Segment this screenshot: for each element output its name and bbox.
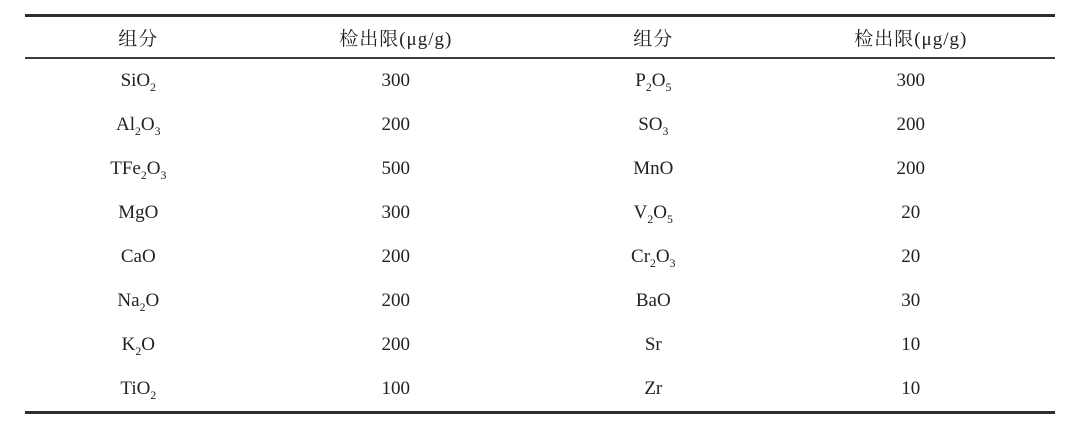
detection-limit-cell: 500: [381, 158, 411, 179]
component-cell: $P_2O_5$: [635, 70, 672, 94]
detection-limit-cell: 10: [901, 334, 921, 355]
detection-limit-cell: 200: [381, 114, 411, 135]
component-cell: MgO: [118, 202, 159, 223]
component-cell: $TFe_2O_3$: [110, 158, 167, 182]
header-component-right: 组分: [633, 28, 674, 50]
component-cell: $V_2O_5$: [633, 202, 673, 226]
component-cell: CaO: [120, 246, 156, 267]
table-row: [25, 279, 1055, 323]
component-cell: MnO: [633, 158, 674, 179]
table-head: [25, 16, 1055, 59]
table-row: [25, 191, 1055, 235]
component-cell: TiO$_2$: [120, 378, 157, 402]
detection-limit-cell: 300: [381, 202, 411, 223]
table-body: [25, 58, 1055, 413]
header-component-left: 组分: [118, 28, 159, 50]
table-row: [25, 147, 1055, 191]
component-cell: BaO: [635, 290, 671, 311]
component-cell: $Al_2O_3$: [116, 114, 161, 138]
component-cell: Sr: [644, 334, 662, 355]
detection-limit-cell: 100: [381, 378, 411, 399]
table-row: [25, 235, 1055, 279]
table-row: [25, 103, 1055, 147]
detection-limit-cell: 20: [901, 202, 921, 223]
detection-limit-cell: 200: [896, 114, 926, 135]
detection-limit-cell: 200: [381, 246, 411, 267]
table-row: [25, 323, 1055, 367]
table-row: [25, 367, 1055, 413]
component-cell: SiO$_2$: [120, 70, 157, 94]
component-cell: $Na_2O$: [117, 290, 160, 314]
component-cell: $Cr_2O_3$: [631, 246, 676, 270]
detection-limit-cell: 200: [381, 334, 411, 355]
detection-limit-cell: 300: [896, 70, 926, 91]
detection-limit-cell: 200: [381, 290, 411, 311]
detection-limit-table: [25, 14, 1055, 414]
detection-limit-cell: 20: [901, 246, 921, 267]
detection-limit-cell: 10: [901, 378, 921, 399]
component-cell: Zr: [644, 378, 663, 399]
detection-limit-cell: 30: [901, 290, 921, 311]
header-detection-limit-left: 检出限(μg/g): [339, 28, 453, 50]
detection-limit-cell: 200: [896, 158, 926, 179]
component-cell: $SO_3$: [638, 114, 669, 138]
component-cell: $K_2O$: [121, 334, 155, 358]
table-row: [25, 58, 1055, 103]
table-header-row: [25, 16, 1055, 59]
detection-limit-cell: 300: [381, 70, 411, 91]
header-detection-limit-right: 检出限(μg/g): [854, 28, 968, 50]
